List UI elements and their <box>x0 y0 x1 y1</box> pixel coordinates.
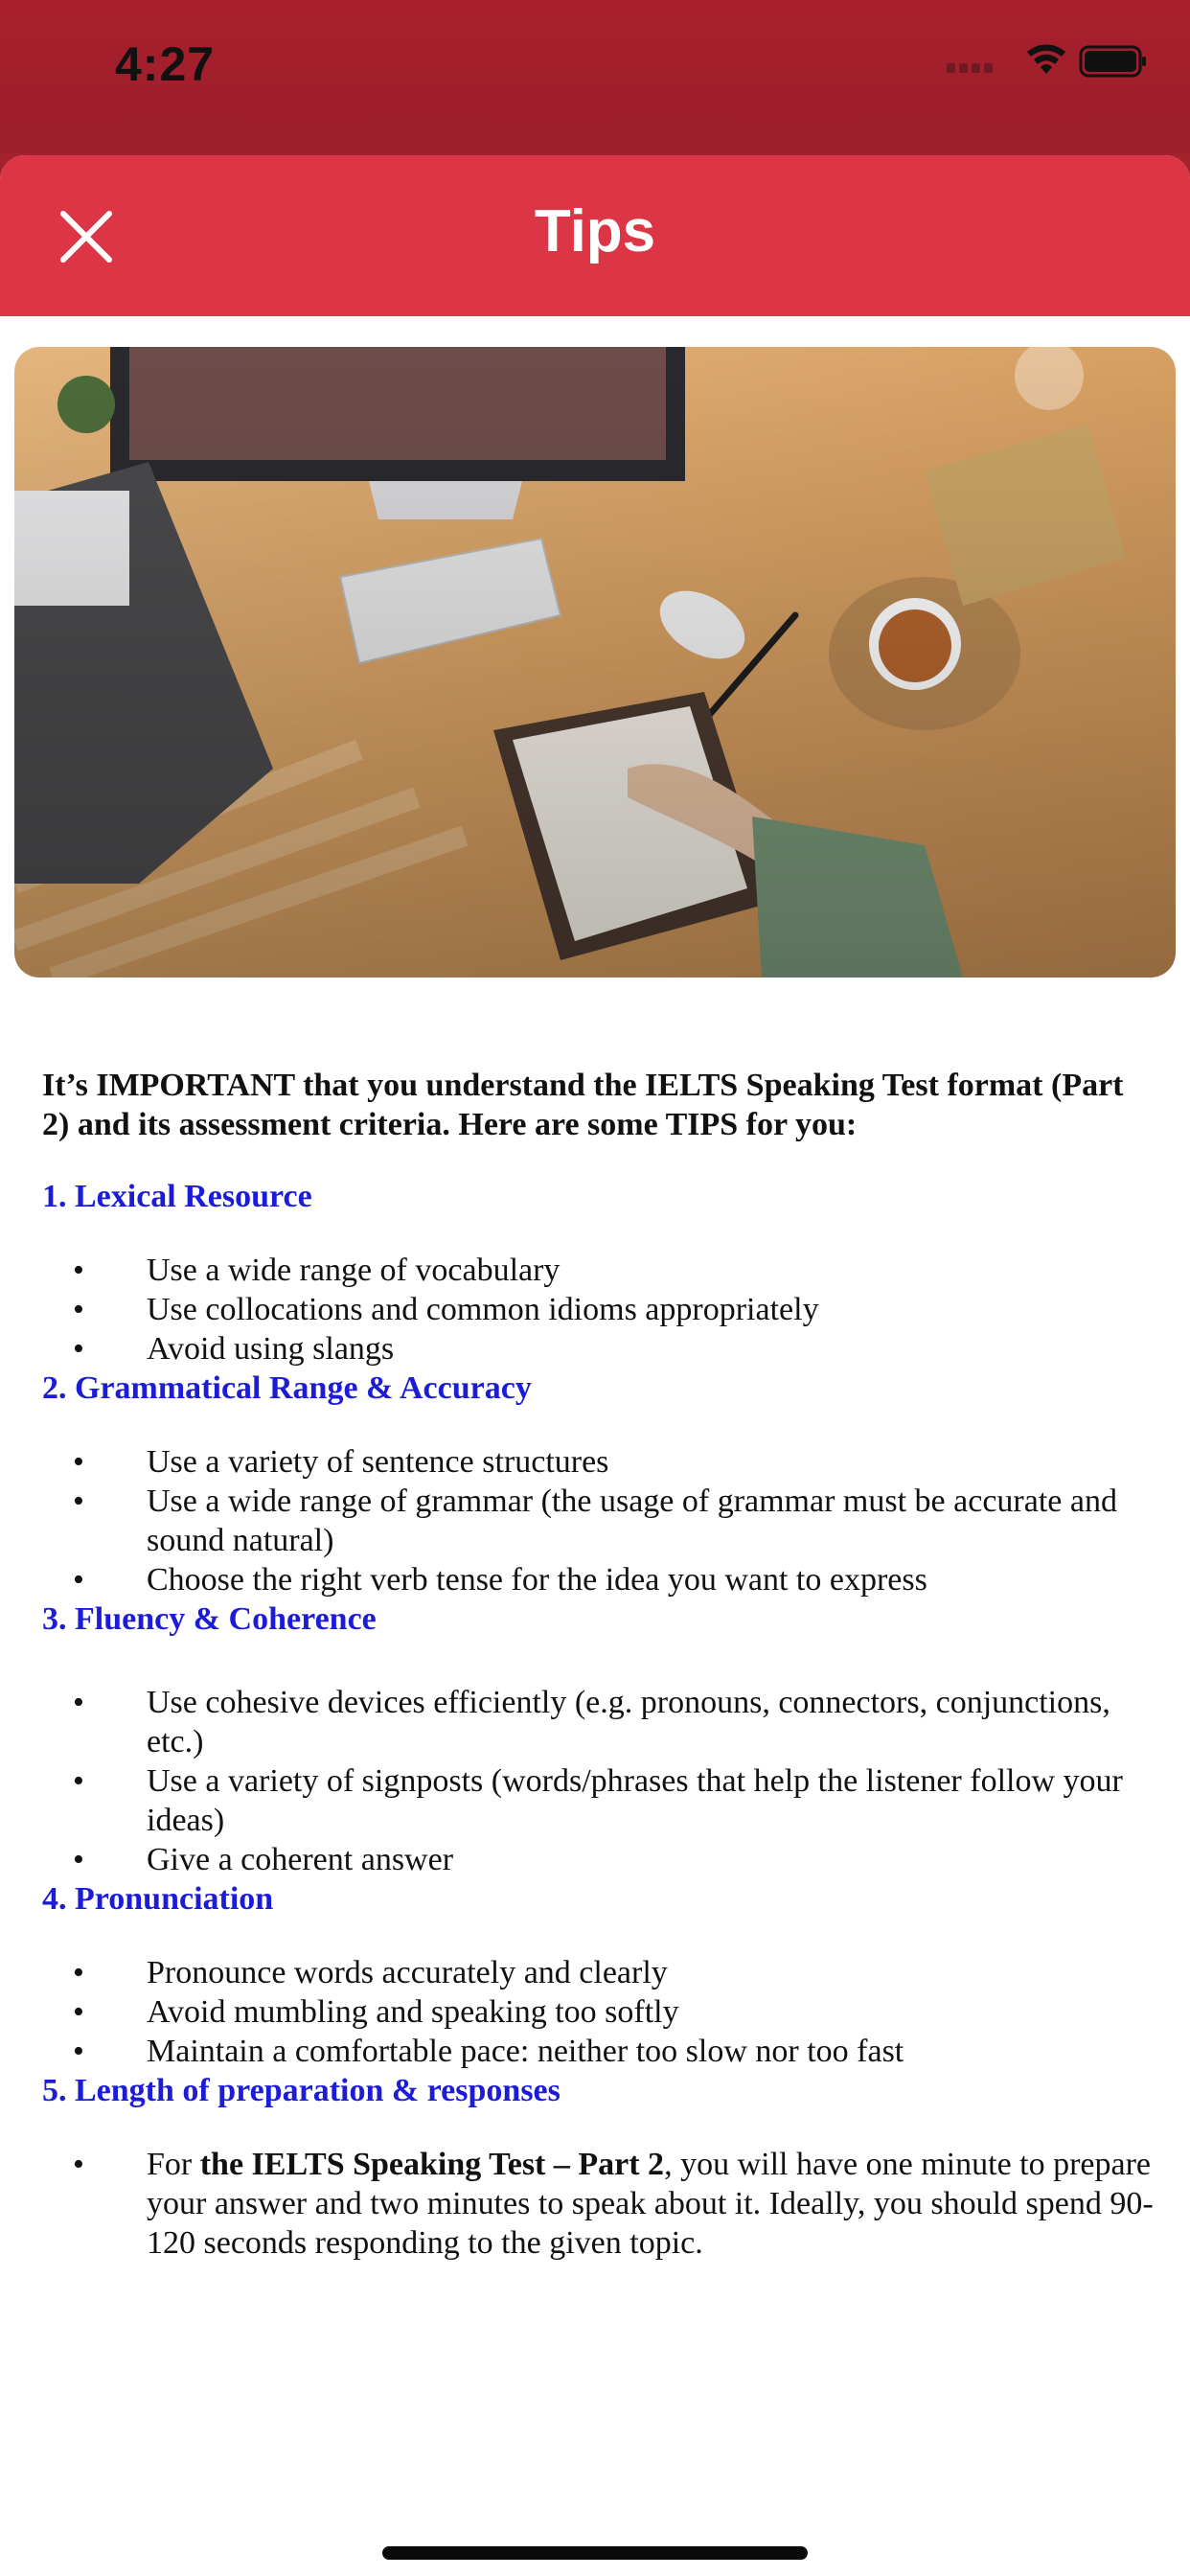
list-item: • Use collocations and common idioms appropriately <box>42 1290 1154 1329</box>
list-item: • Use a variety of sentence structures <box>42 1442 1154 1482</box>
bullet-list <box>42 1251 1154 1368</box>
list-item: • Avoid using slangs <box>42 1329 1154 1368</box>
section-lexical <box>42 1177 1154 1368</box>
list-item-text-pre: For <box>147 2147 200 2182</box>
list-item <box>42 2145 1154 2263</box>
list-item: • Use a wide range of grammar (the usage of grammar must be accurate and sound natural) <box>42 1482 1154 1560</box>
home-indicator[interactable] <box>382 2546 808 2560</box>
section-grammar <box>42 1368 1154 1599</box>
bullet-list <box>42 1953 1154 2071</box>
section-length <box>42 2071 1154 2263</box>
hero-image <box>14 347 1176 978</box>
status-bar <box>0 0 1190 153</box>
status-time: 4:27 <box>115 37 216 91</box>
list-item: • Pronounce words accurately and clearly <box>42 1953 1154 1992</box>
section-heading: 5. Length of preparation & responses <box>42 2073 561 2108</box>
nav-bar <box>0 155 1190 316</box>
list-item-text-post: , you will have one minute to prepare your answer and two minutes to speak about it. Ideally, you should spend 90-120 seconds responding to the given topic. <box>147 2147 1154 2261</box>
list-item: • Give a coherent answer <box>42 1840 1154 1879</box>
section-heading: 3. Fluency & Coherence <box>42 1601 377 1637</box>
cellular-signal-icon <box>947 63 993 73</box>
wifi-icon <box>1027 45 1065 75</box>
intro-text: It’s IMPORTANT that you understand the IELTS Speaking Test format (Part 2) and its assessment criteria. Here are some TIPS for you: <box>42 1068 1124 1142</box>
bullet-list <box>42 1442 1154 1599</box>
section-pronunciation <box>42 1879 1154 2071</box>
status-icons <box>947 44 1148 82</box>
battery-icon <box>1081 47 1146 76</box>
list-item: • Use a variety of signposts (words/phrases that help the listener follow your ideas) <box>42 1761 1154 1840</box>
section-heading: 4. Pronunciation <box>42 1881 274 1917</box>
list-item: • Use cohesive devices efficiently (e.g. pronouns, connectors, conjunctions, etc.) <box>42 1683 1154 1761</box>
list-item: • Maintain a comfortable pace: neither too slow nor too fast <box>42 2032 1154 2071</box>
section-heading: 2. Grammatical Range & Accuracy <box>42 1370 532 1406</box>
list-item: • Use a wide range of vocabulary <box>42 1251 1154 1290</box>
tips-sheet <box>0 155 1190 2576</box>
list-item: • Avoid mumbling and speaking too softly <box>42 1992 1154 2032</box>
section-fluency <box>42 1599 1154 1879</box>
section-heading: 1. Lexical Resource <box>42 1179 312 1214</box>
bullet-list <box>42 2145 1154 2263</box>
list-item: • Choose the right verb tense for the idea you want to express <box>42 1560 1154 1599</box>
bullet-list <box>42 1683 1154 1879</box>
page-title: Tips <box>534 198 656 264</box>
tips-content <box>42 1066 1154 2263</box>
list-item-text-bold: the IELTS Speaking Test – Part 2 <box>199 2147 665 2182</box>
